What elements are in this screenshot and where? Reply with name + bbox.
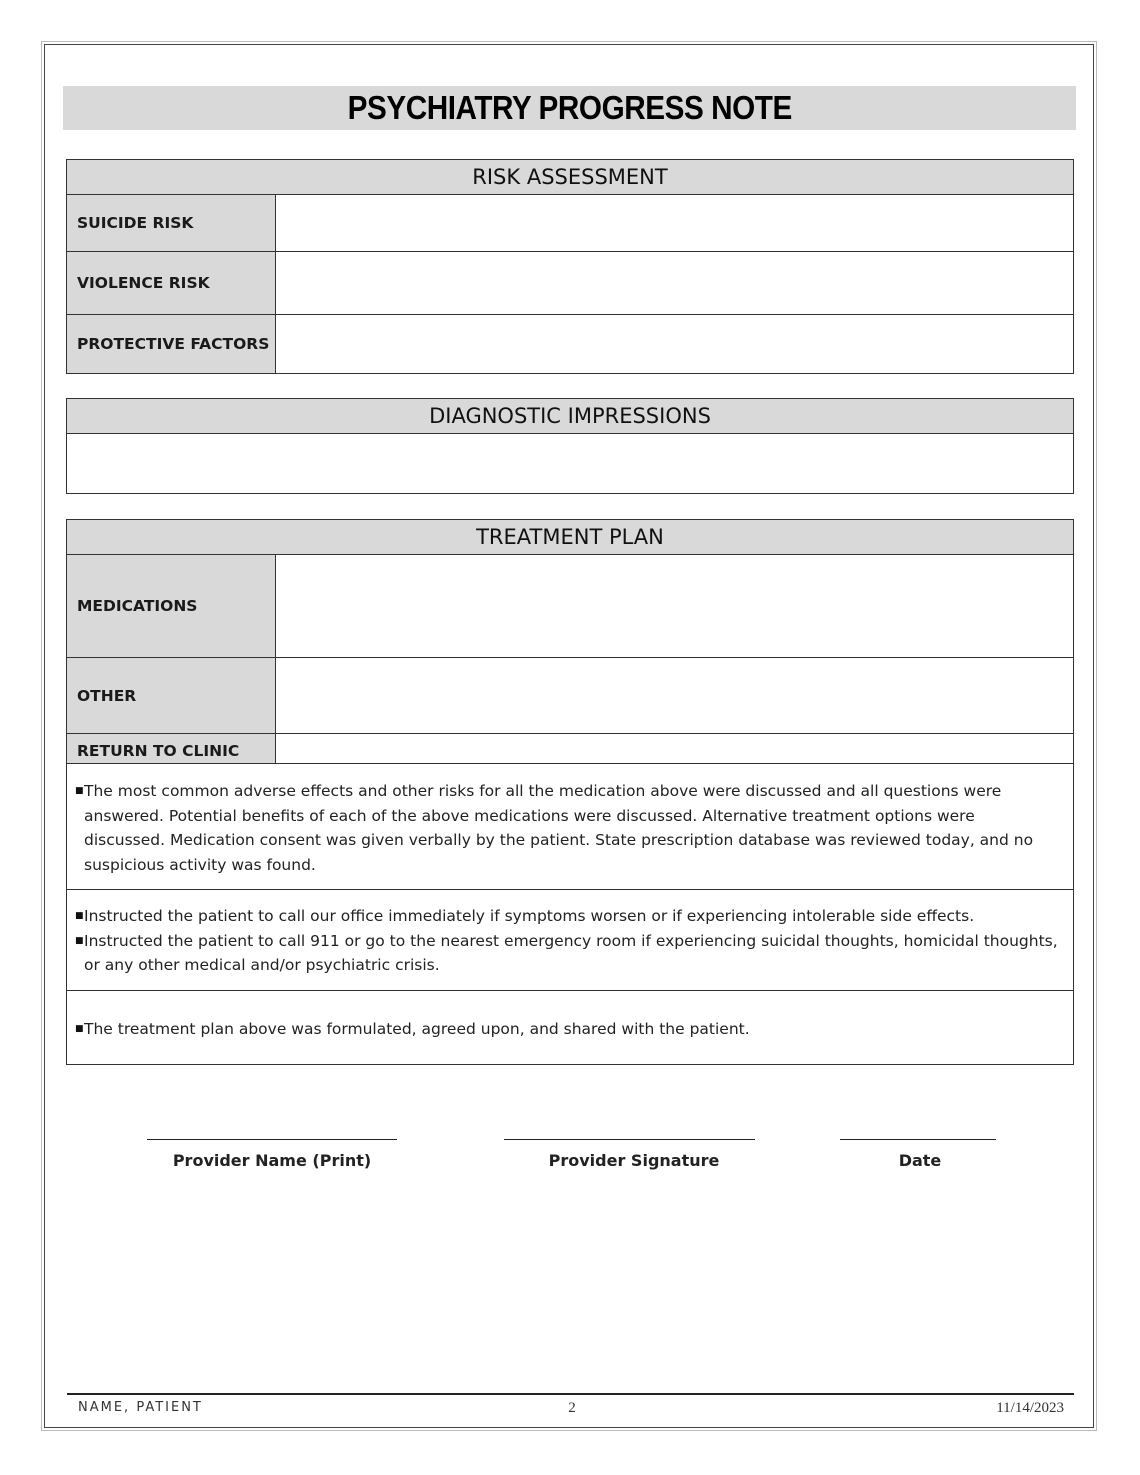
note-text: Instructed the patient to call our office immediately if symptoms worsen or if experiencing intolerable side effects. <box>84 907 975 925</box>
provider-name-label: Provider Name (Print) <box>172 1151 372 1170</box>
protective-factors-label: PROTECTIVE FACTORS <box>67 315 276 373</box>
treatment-plan-section <box>66 519 1074 1065</box>
suicide-risk-row <box>67 195 1073 252</box>
diagnostic-impressions-heading: DIAGNOSTIC IMPRESSIONS <box>67 399 1073 434</box>
date-line[interactable] <box>840 1139 996 1140</box>
return-to-clinic-label: RETURN TO CLINIC <box>67 734 276 763</box>
provider-signature-line[interactable] <box>504 1139 755 1140</box>
bullet-icon: ■ <box>75 786 84 796</box>
list-item <box>75 1017 1059 1042</box>
diagnostic-impressions-section <box>66 398 1074 494</box>
note-text: The most common adverse effects and other risks for all the medication above were discussed and all questions were answered. Potential benefits of each of the above medications were discussed. Alternative treatment options were discussed. Medication consent was given verbally by the patient. State prescription database was reviewed today, and no suspicious activity was found. <box>84 782 1034 874</box>
protective-factors-field[interactable] <box>276 315 1073 373</box>
title-bar <box>63 86 1076 130</box>
footer-rule <box>67 1393 1074 1395</box>
other-label: OTHER <box>67 658 276 733</box>
medications-field[interactable] <box>276 555 1073 657</box>
treatment-plan-heading: TREATMENT PLAN <box>67 520 1073 555</box>
return-to-clinic-field[interactable] <box>276 734 1073 763</box>
medications-row <box>67 555 1073 658</box>
note-text: The treatment plan above was formulated, agreed upon, and shared with the patient. <box>84 1020 750 1038</box>
protective-factors-row <box>67 315 1073 373</box>
suicide-risk-label: SUICIDE RISK <box>67 195 276 251</box>
page-title: PSYCHIATRY PROGRESS NOTE <box>347 89 792 126</box>
risk-assessment-heading: RISK ASSESSMENT <box>67 160 1073 195</box>
footer-patient-name: NAME, PATIENT <box>78 1400 203 1415</box>
violence-risk-row <box>67 252 1073 315</box>
bullet-icon: ■ <box>75 1024 84 1034</box>
provider-signature-label: Provider Signature <box>548 1151 720 1170</box>
date-label: Date <box>898 1151 942 1170</box>
other-field[interactable] <box>276 658 1073 733</box>
violence-risk-field[interactable] <box>276 252 1073 314</box>
plan-shared-note <box>67 991 1073 1064</box>
suicide-risk-field[interactable] <box>276 195 1073 251</box>
list-item <box>75 904 1059 929</box>
bullet-icon: ■ <box>75 911 84 921</box>
medication-discussion-note <box>67 764 1073 890</box>
risk-assessment-section <box>66 159 1074 374</box>
diagnostic-impressions-field[interactable] <box>67 434 1073 493</box>
list-item <box>75 779 1059 877</box>
violence-risk-label: VIOLENCE RISK <box>67 252 276 314</box>
footer-date: 11/14/2023 <box>996 1400 1064 1416</box>
medications-label: MEDICATIONS <box>67 555 276 657</box>
return-to-clinic-row <box>67 734 1073 764</box>
footer-page-number: 2 <box>568 1400 576 1416</box>
list-item <box>75 929 1059 978</box>
note-text: Instructed the patient to call 911 or go to the nearest emergency room if experiencing suicidal thoughts, homicidal thoughts, or any other medical and/or psychiatric crisis. <box>84 931 1058 974</box>
instructions-note <box>67 890 1073 991</box>
provider-name-line[interactable] <box>147 1139 397 1140</box>
other-row <box>67 658 1073 734</box>
bullet-icon: ■ <box>75 935 84 946</box>
